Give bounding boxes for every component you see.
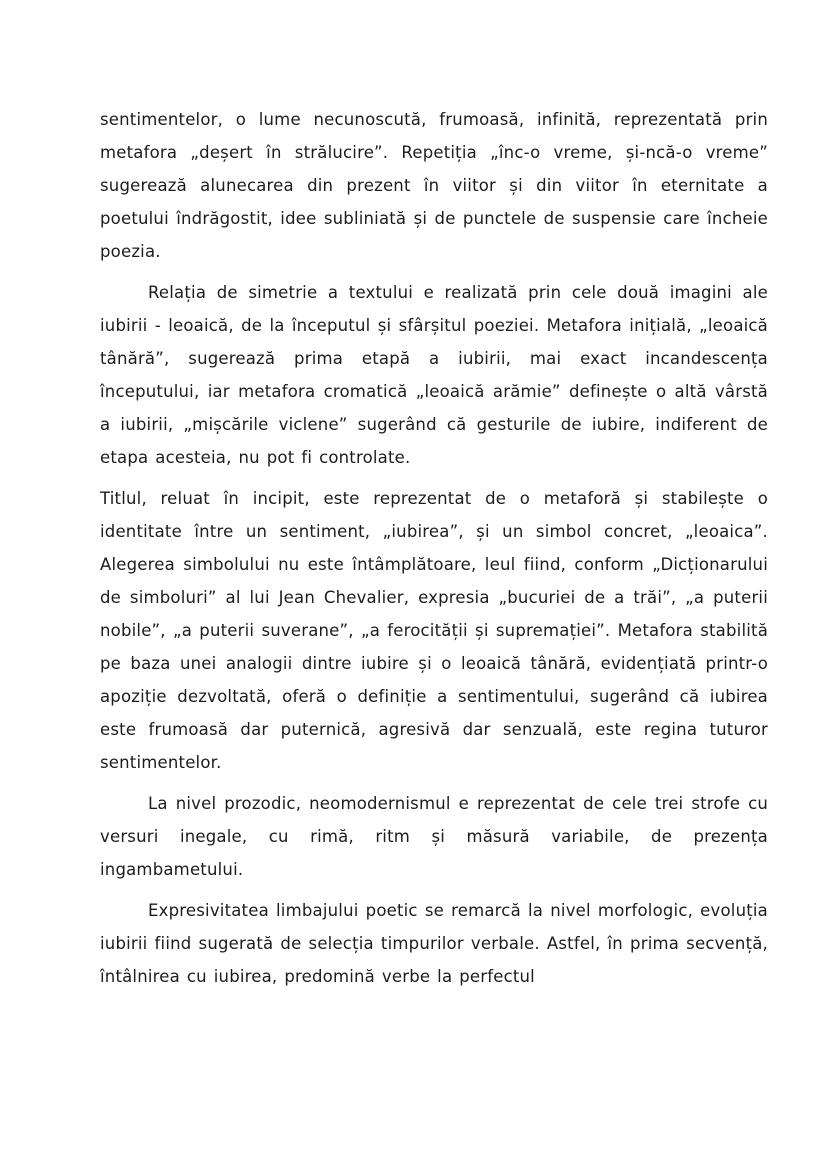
paragraph: sentimentelor, o lume necunoscută, frumoasă, infinită, reprezentată prin metafora „deșert în strălucire”. Repetiția „înc-o vreme, și-ncă-o vreme” sugerează alunecarea din prezent în viitor și din viitor în eternitate a poetului îndrăgostit, idee subliniată și de punctele de suspensie care încheie poezia. (100, 110, 768, 261)
paragraph: Relația de simetrie a textului e realizată prin cele două imagini ale iubirii - leoaică, de la începutul și sfârșitul poeziei. Metafora inițială, „leoaică tânără”, sugerează prima etapă a iubirii, mai exact incandescența începutului, iar metafora cromatică „leoaică arămie” definește o altă vârstă a iubirii, „mișcările viclene” sugerând că gesturile de iubire, indiferent de etapa acesteia, nu pot fi controlate. (100, 283, 768, 467)
paragraph: Titlul, reluat în incipit, este reprezentat de o metaforă și stabilește o identitate între un sentiment, „iubirea”, și un simbol concret, „leoaica”. Alegerea simbolului nu este întâmplătoare, leul fiind, conform „Dicționarului de simboluri” al lui Jean Chevalier, expresia „bucuriei de a trăi”, „a puterii nobile”, „a puterii suverane”, „a ferocității și supremației”. Metafora stabilită pe baza unei analogii dintre iubire și o leoaică tânără, evidențiată printr-o apoziție dezvoltată, oferă o definiție a sentimentului, sugerând că iubirea este frumoasă dar puternică, agresivă dar senzuală, este regina tuturor sentimentelor. (100, 489, 768, 772)
document-text (100, 103, 768, 993)
paragraph: La nivel prozodic, neomodernismul e reprezentat de cele trei strofe cu versuri inegale, cu rimă, ritm și măsură variabile, de prezența ingambametului. (100, 794, 768, 879)
paragraph: Expresivitatea limbajului poetic se remarcă la nivel morfologic, evoluția iubirii fiind sugerată de selecția timpurilor verbale. Astfel, în prima secvență, întâlnirea cu iubirea, predomină verbe la perfectul (100, 901, 768, 986)
